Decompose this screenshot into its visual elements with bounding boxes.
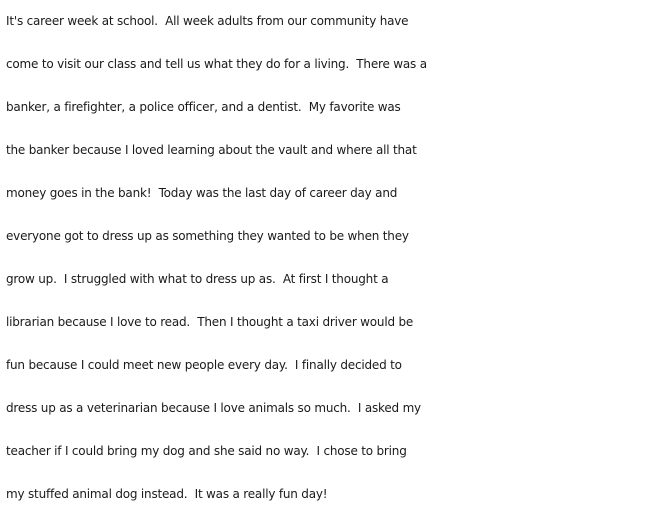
text-line-4: the banker because I loved learning about the vault and where all that [6, 143, 417, 157]
text-line-6: everyone got to dress up as something they wanted to be when they [6, 229, 409, 243]
text-line-5: money goes in the bank! Today was the last day of career day and [6, 186, 398, 200]
text-line-1: It's career week at school. All week adults from our community have [6, 14, 409, 28]
text-line-12: my stuffed animal dog instead. It was a really fun day! [6, 487, 328, 501]
text-line-10: dress up as a veterinarian because I love animals so much. I asked my [6, 401, 421, 415]
text-line-2: come to visit our class and tell us what they do for a living. There was a [6, 57, 427, 71]
text-line-3: banker, a firefighter, a police officer, and a dentist. My favorite was [6, 100, 401, 114]
text-line-11: teacher if I could bring my dog and she said no way. I chose to bring [6, 444, 407, 458]
text-line-9: fun because I could meet new people every day. I finally decided to [6, 358, 402, 372]
text-line-8: librarian because I love to read. Then I thought a taxi driver would be [6, 315, 414, 329]
text-line-7: grow up. I struggled with what to dress up as. At first I thought a [6, 272, 389, 286]
